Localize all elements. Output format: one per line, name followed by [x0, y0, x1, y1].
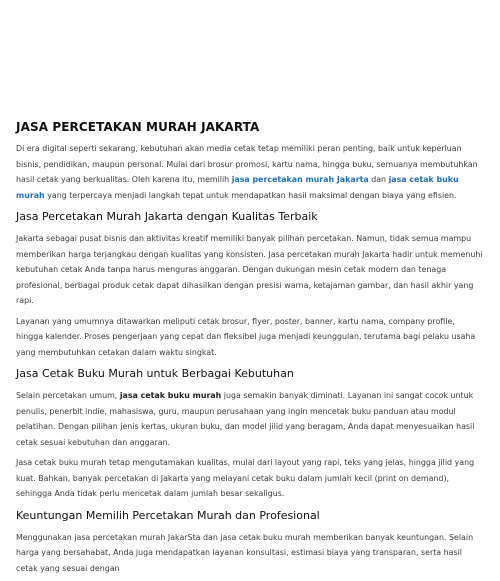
section1-paragraph-1: Jakarta sebagai pusat bisnis dan aktivitas kreatif memiliki banyak pilihan percetakan. Namun, tidak semua mampu memberikan harga terjangkau dengan kualitas yang konsisten. Jasa percetakan murah Jakarta hadir untuk memenuhi kebutuhan cetak Anda tanpa harus menguras anggaran. Dengan dukungan mesin cetak modern dan tenaga profesional, berbagai produk cetak dapat dihasilkan dengan presisi warna, ketajaman gambar, dan hasil akhir yang rapi.	[16, 234, 483, 305]
section2-bold-term: jasa cetak buku murah	[119, 391, 222, 400]
section1-paragraph-2: Layanan yang umumnya ditawarkan meliputi cetak brosur, flyer, poster, banner, kartu nama, company profile, hingga kalender. Proses pengerjaan yang cepat dan fleksibel juga menjadi keunggulan, terutama bagi pelaku usaha yang membutuhkan cetakan dalam waktu singkat.	[16, 316, 476, 357]
intro-text-2: dan	[368, 175, 389, 184]
section1-heading: Jasa Percetakan Murah Jakarta dengan Kualitas Terbaik	[16, 210, 318, 223]
intro-paragraph	[16, 141, 484, 203]
section2-paragraph-1	[16, 388, 484, 450]
link-jasa-cetak-buku-murah[interactable]: jasa cetak buku murah	[16, 175, 459, 200]
section2-text-a: Selain percetakan umum,	[16, 391, 120, 400]
page-title: JASA PERCETAKAN MURAH JAKARTA	[16, 120, 260, 134]
section3-paragraph-1: Menggunakan jasa percetakan murah JakarSta dan jasa cetak buku murah memberikan banyak keuntungan. Selain harga yang bersahabat, Anda juga mendapatkan layanan konsultasi, estimasi biaya yang transparan, serta hasil cetak yang sesuai dengan	[16, 532, 474, 573]
section2-text-b: juga semakin banyak diminati. Layanan ini sangat cocok untuk penulis, penerbit indie, mahasiswa, guru, maupun perusahaan yang ingin mencetak buku panduan atau modul pelatihan. Dengan pilihan jenis kertas, ukuran buku, dan model jilid yang beragam, Anda dapat menyesuaikan hasil cetak sesuai kebutuhan dan anggaran.	[16, 391, 475, 447]
link-jasa-percetakan-murah-jakarta[interactable]: jasa percetakan murah Jakarta	[231, 175, 369, 184]
article	[16, 118, 484, 581]
intro-text-3: yang terpercaya menjadi langkah tepat untuk mendapatkan hasil maksimal dengan biaya yang efisien.	[44, 190, 457, 200]
section3-heading: Keuntungan Memilih Percetakan Murah dan Profesional	[16, 508, 320, 522]
intro-text-1: Di era digital seperti sekarang, kebutuhan akan media cetak tetap memiliki peran penting, baik untuk keperluan bisnis, pendidikan, maupun personal. Mulai dari brosur promosi, kartu nama, hingga buku, semuanya membutuhkan hasil cetak yang berkualitas. Oleh karena itu, memilih	[16, 144, 478, 184]
section2-heading: Jasa Cetak Buku Murah untuk Berbagai Kebutuhan	[16, 367, 294, 380]
section2-paragraph-2: Jasa cetak buku murah tetap mengutamakan kualitas, mulai dari layout yang rapi, teks yang jelas, hingga jilid yang kuat. Bahkan, banyak percetakan di Jakarta yang melayani cetak buku dalam jumlah kecil (print on demand), sehingga Anda tidak perlu mencetak dalam jumlah besar sekaligus.	[16, 458, 475, 498]
